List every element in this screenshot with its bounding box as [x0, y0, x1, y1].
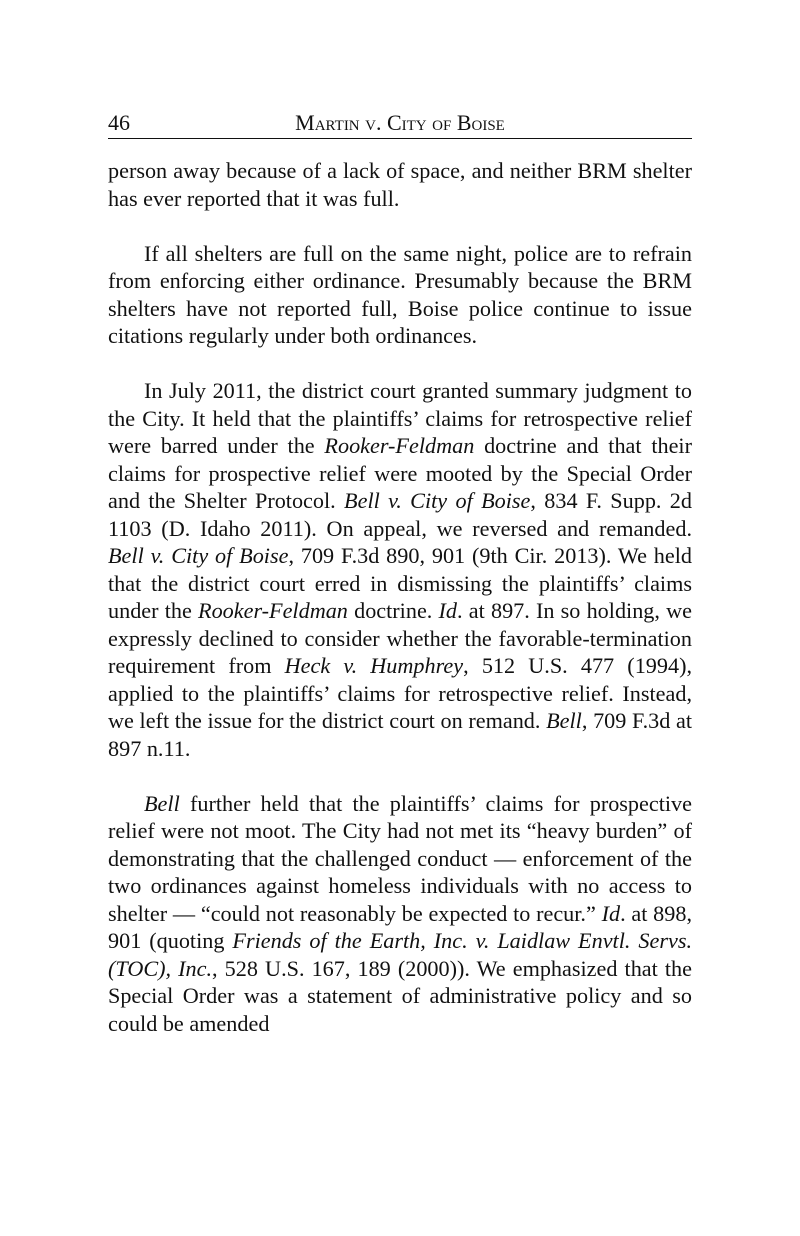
italic-citation: Bell — [144, 790, 180, 816]
page-number: 46 — [108, 110, 130, 135]
text-run: In July 2011, the district court granted summary judgment to the City. It held that the plaintiffs’ claims for retrospective relief were barred under the — [108, 378, 692, 458]
paragraph-p4 — [108, 790, 692, 1038]
italic-citation: Id — [601, 900, 621, 926]
text-run: , 512 U.S. 477 (1994), applied to the plaintiffs’ claims for retrospective relief. Instead, we left the issue for the district court on remand. — [108, 653, 692, 733]
italic-citation: Id — [438, 598, 458, 623]
text-run: , 528 U.S. 167, 189 (2000)). We emphasized that the Special Order was a statement of administrative policy and so could be amended — [108, 955, 692, 1036]
italic-citation: Bell — [546, 708, 582, 733]
text-run: . at 897. In so holding, we expressly declined to consider whether the favorable-termination requirement from — [108, 598, 692, 678]
text-run: , 709 F.3d 890, 901 (9th Cir. 2013). We held that the district court erred in dismissing the plaintiffs’ claims under the — [108, 543, 692, 623]
italic-citation: Bell v. City of Boise — [108, 543, 289, 568]
paragraph-p1 — [108, 157, 692, 212]
italic-citation: Bell v. City of Boise — [344, 488, 531, 513]
italic-citation: Rooker-Feldman — [198, 598, 348, 623]
text-run: , 709 F.3d at 897 n.11. — [108, 708, 692, 761]
paragraph-p3 — [108, 377, 692, 762]
document-page — [108, 108, 692, 1037]
text-run: further held that the plaintiffs’ claims for prospective relief were not moot. The City had not met its “heavy burden” of demonstrating that the challenged conduct — enforcement of the two ordinances against homeless individuals with no access to shelter — “could not reasonably be expected to recur.” — [108, 790, 692, 926]
text-run: , 834 F. Supp. 2d 1103 (D. Idaho 2011). On appeal, we reversed and remanded. — [108, 488, 692, 541]
paragraph-p2 — [108, 240, 692, 350]
document-body — [108, 157, 692, 1037]
text-run: doctrine and that their claims for prospective relief were mooted by the Special Order and the Shelter Protocol. — [108, 433, 692, 513]
text-run: If all shelters are full on the same night, police are to refrain from enforcing either ordinance. Presumably because the BRM shelters have not reported full, Boise police continue to issue citations regularly under both ordinances. — [108, 240, 692, 348]
text-run: . at 898, 901 (quoting — [108, 900, 692, 953]
text-run: doctrine. — [347, 598, 439, 623]
running-header — [108, 108, 692, 139]
italic-citation: Heck v. Humphrey — [284, 653, 464, 678]
text-run: person away because of a lack of space, and neither BRM shelter has ever reported that it was full. — [108, 158, 692, 211]
italic-citation: Rooker-Feldman — [324, 433, 475, 458]
running-title: Martin v. City of Boise — [295, 110, 505, 135]
italic-citation: Friends of the Earth, Inc. v. Laidlaw Envtl. Servs. (TOC), Inc. — [108, 928, 693, 981]
